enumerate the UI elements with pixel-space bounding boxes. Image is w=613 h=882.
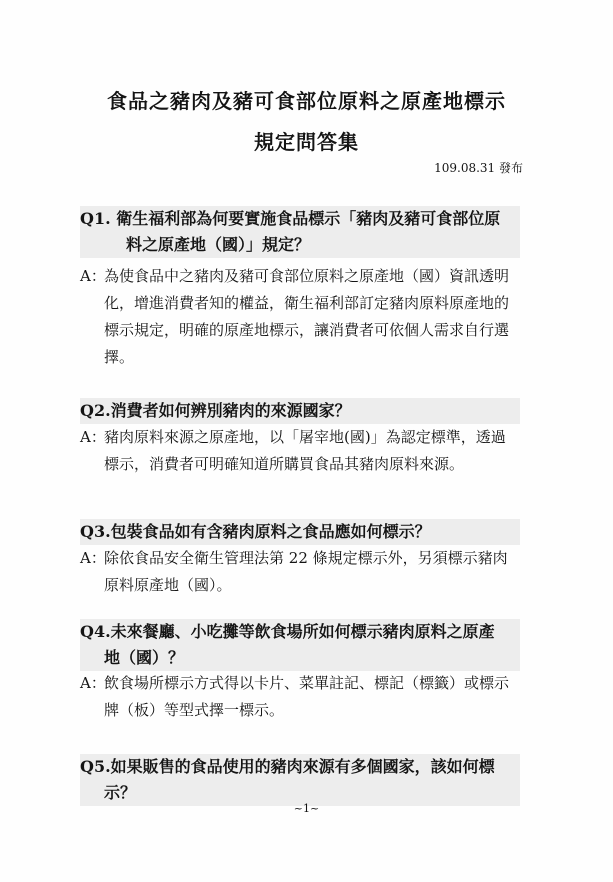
answer-4 — [80, 670, 520, 724]
answer-2-mark: A： — [80, 428, 106, 446]
answer-2 — [80, 424, 520, 478]
question-1 — [80, 206, 520, 258]
page-number: ~1~ — [293, 802, 320, 815]
document-title: 食品之豬肉及豬可食部位原料之原產地標示 — [107, 89, 506, 113]
question-3 — [80, 519, 520, 545]
answer-1-mark: A： — [80, 267, 106, 285]
answer-3-text: 除依食品安全衛生管理法第 22 條規定標示外，另須標示豬肉原料原產地（國）。 — [104, 549, 508, 594]
answer-4-text: 飲食場所標示方式得以卡片、菜單註記、標記（標籤）或標示牌（板）等型式擇一標示。 — [104, 674, 510, 719]
answer-1-text: 為使食品中之豬肉及豬可食部位原料之原產地（國）資訊透明化，增進消費者知的權益，衛生福利部訂定豬肉原料原產地的標示規定，明確的原產地標示，讓消費者可依個人需求自行選擇。 — [104, 267, 510, 366]
question-5-line1: Q5.如果販售的食品使用的豬肉來源有多個國家，該如何標 — [80, 757, 495, 776]
question-4-line2: 地（國）？ — [104, 648, 185, 667]
question-5 — [80, 754, 520, 806]
answer-3 — [80, 545, 520, 599]
document-subtitle: 規定問答集 — [254, 130, 359, 154]
question-4-line1: Q4.未來餐廳、小吃攤等飲食場所如何標示豬肉原料之原產 — [80, 622, 495, 641]
answer-4-mark: A： — [80, 674, 106, 692]
question-5-line2: 示？ — [104, 783, 137, 802]
question-1-line1: Q1. 衛生福利部為何要實施食品標示「豬肉及豬可食部位原 — [80, 209, 501, 228]
question-2 — [80, 398, 520, 424]
question-1-line2: 料之原產地（國）」規定？ — [126, 235, 311, 254]
question-4 — [80, 619, 520, 671]
answer-1 — [80, 263, 520, 371]
question-3-line1: Q3.包裝食品如有含豬肉原料之食品應如何標示？ — [80, 522, 431, 541]
answer-3-mark: A： — [80, 549, 106, 567]
answer-2-text: 豬肉原料來源之原產地，以「屠宰地(國)」為認定標準，透過標示，消費者可明確知道所購買食品其豬肉原料來源。 — [104, 428, 506, 473]
question-2-line1: Q2.消費者如何辨別豬肉的來源國家？ — [80, 401, 351, 420]
publish-date: 109.08.31 發布 — [434, 161, 523, 175]
